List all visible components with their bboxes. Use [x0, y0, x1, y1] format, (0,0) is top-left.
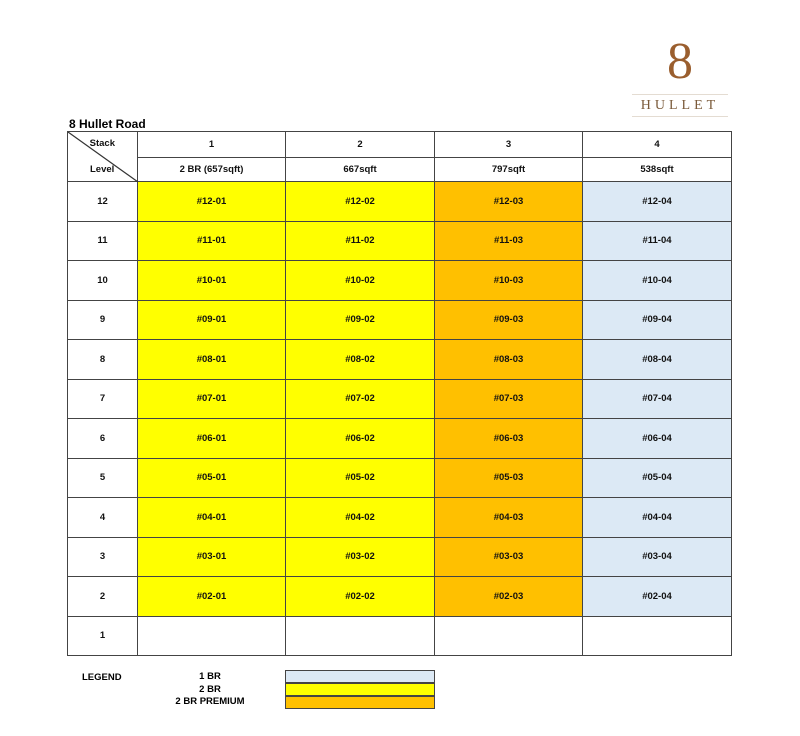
unit-cell: #09-04: [583, 300, 732, 340]
unit-cell: #07-04: [583, 379, 732, 419]
level-cell: 5: [68, 458, 138, 498]
size-header: 538sqft: [583, 158, 732, 182]
unit-cell: #07-01: [138, 379, 286, 419]
unit-cell: [138, 616, 286, 656]
table-row: [68, 379, 732, 419]
unit-cell: #10-03: [435, 261, 583, 301]
table-row: [68, 340, 732, 380]
level-cell: 8: [68, 340, 138, 380]
unit-cell: #09-01: [138, 300, 286, 340]
level-cell: 7: [68, 379, 138, 419]
unit-cell: #04-02: [286, 498, 435, 538]
stack-header: 1: [138, 132, 286, 158]
table-row: [68, 577, 732, 617]
table-row: [68, 537, 732, 577]
unit-cell: #05-03: [435, 458, 583, 498]
unit-cell: #10-02: [286, 261, 435, 301]
unit-cell: #05-02: [286, 458, 435, 498]
unit-cell: #08-02: [286, 340, 435, 380]
corner-header: [68, 132, 138, 182]
level-cell: 11: [68, 221, 138, 261]
unit-cell: #03-03: [435, 537, 583, 577]
unit-chart-table: [67, 131, 732, 656]
unit-cell: #11-01: [138, 221, 286, 261]
legend-item-2br-premium: 2 BR PREMIUM: [175, 696, 245, 707]
unit-cell: #10-01: [138, 261, 286, 301]
unit-cell: #08-03: [435, 340, 583, 380]
size-header: 797sqft: [435, 158, 583, 182]
unit-cell: #12-01: [138, 182, 286, 222]
stack-label: Stack: [89, 138, 115, 149]
unit-cell: [435, 616, 583, 656]
unit-cell: #07-02: [286, 379, 435, 419]
table-row: [68, 261, 732, 301]
unit-cell: #10-04: [583, 261, 732, 301]
unit-cell: #03-02: [286, 537, 435, 577]
unit-cell: #03-01: [138, 537, 286, 577]
unit-cell: #11-02: [286, 221, 435, 261]
stack-header: 4: [583, 132, 732, 158]
table-row: [68, 498, 732, 538]
unit-cell: #08-04: [583, 340, 732, 380]
size-header: 2 BR (657sqft): [138, 158, 286, 182]
legend-item-2br: 2 BR: [199, 683, 221, 695]
unit-cell: #04-03: [435, 498, 583, 538]
unit-cell: #02-02: [286, 577, 435, 617]
unit-cell: #12-02: [286, 182, 435, 222]
unit-cell: #06-04: [583, 419, 732, 459]
level-cell: 2: [68, 577, 138, 617]
logo-wordmark: HULLET: [632, 94, 728, 117]
unit-cell: #09-02: [286, 300, 435, 340]
logo: [630, 33, 730, 117]
size-header: 667sqft: [286, 158, 435, 182]
stack-header: 3: [435, 132, 583, 158]
level-cell: 9: [68, 300, 138, 340]
level-cell: 10: [68, 261, 138, 301]
table-row: [68, 616, 732, 656]
legend-label: LEGEND: [82, 672, 122, 683]
table-row: [68, 300, 732, 340]
unit-cell: [286, 616, 435, 656]
unit-cell: #03-04: [583, 537, 732, 577]
level-cell: 6: [68, 419, 138, 459]
unit-cell: #02-03: [435, 577, 583, 617]
unit-cell: #12-03: [435, 182, 583, 222]
logo-numeral: 8: [667, 33, 693, 90]
unit-cell: #07-03: [435, 379, 583, 419]
unit-cell: [583, 616, 732, 656]
unit-cell: #06-01: [138, 419, 286, 459]
unit-cell: #06-02: [286, 419, 435, 459]
unit-cell: #05-04: [583, 458, 732, 498]
unit-cell: #06-03: [435, 419, 583, 459]
table-row: [68, 458, 732, 498]
level-cell: 1: [68, 616, 138, 656]
legend-swatch-2br: [285, 683, 435, 696]
legend-swatch-2br-premium: [285, 696, 435, 709]
table-row: [68, 182, 732, 222]
level-cell: 3: [68, 537, 138, 577]
table-row: [68, 419, 732, 459]
unit-cell: #08-01: [138, 340, 286, 380]
unit-cell: #12-04: [583, 182, 732, 222]
level-cell: 12: [68, 182, 138, 222]
unit-cell: #02-01: [138, 577, 286, 617]
unit-cell: #09-03: [435, 300, 583, 340]
unit-cell: #04-01: [138, 498, 286, 538]
legend-item-1br: 1 BR: [199, 671, 221, 682]
unit-cell: #11-04: [583, 221, 732, 261]
page-title: 8 Hullet Road: [69, 117, 146, 131]
level-cell: 4: [68, 498, 138, 538]
level-label: Level: [90, 164, 115, 175]
unit-cell: #04-04: [583, 498, 732, 538]
legend-items: [150, 671, 270, 709]
legend-swatch-1br: [285, 670, 435, 683]
unit-cell: #11-03: [435, 221, 583, 261]
stack-header: 2: [286, 132, 435, 158]
table-row: [68, 221, 732, 261]
unit-cell: #05-01: [138, 458, 286, 498]
unit-cell: #02-04: [583, 577, 732, 617]
